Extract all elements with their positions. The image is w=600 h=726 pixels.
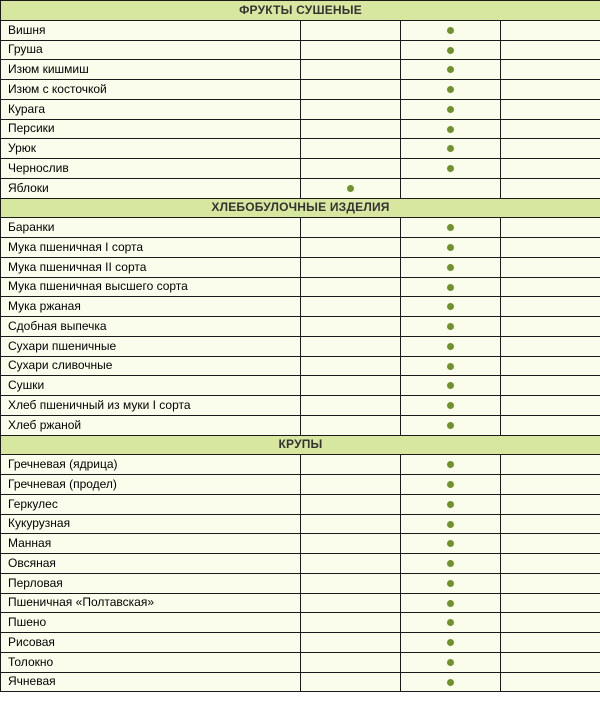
marker-cell xyxy=(401,534,501,554)
marker-cell xyxy=(301,336,401,356)
dot-icon xyxy=(447,501,454,508)
marker-cell xyxy=(301,297,401,317)
marker-cell xyxy=(301,633,401,653)
marker-cell xyxy=(301,514,401,534)
marker-cell xyxy=(401,494,501,514)
marker-cell xyxy=(501,336,600,356)
dot-icon xyxy=(447,560,454,567)
marker-cell xyxy=(401,376,501,396)
dot-icon xyxy=(447,600,454,607)
marker-cell xyxy=(501,257,600,277)
marker-cell xyxy=(401,336,501,356)
marker-cell xyxy=(501,554,600,574)
marker-cell xyxy=(401,297,501,317)
marker-cell xyxy=(301,40,401,60)
product-name-cell: Хлеб пшеничный из муки I сорта xyxy=(1,396,301,416)
marker-cell xyxy=(401,573,501,593)
dot-icon xyxy=(347,185,354,192)
marker-cell xyxy=(401,218,501,238)
marker-cell xyxy=(401,633,501,653)
table-row xyxy=(1,633,600,653)
product-name-cell: Мука пшеничная II сорта xyxy=(1,257,301,277)
marker-cell xyxy=(501,99,600,119)
product-name-cell: Манная xyxy=(1,534,301,554)
marker-cell xyxy=(301,159,401,179)
marker-cell xyxy=(501,672,600,692)
marker-cell xyxy=(501,475,600,495)
table-row xyxy=(1,317,600,337)
marker-cell xyxy=(501,613,600,633)
marker-cell xyxy=(301,396,401,416)
marker-cell xyxy=(501,376,600,396)
marker-cell xyxy=(301,119,401,139)
dot-icon xyxy=(447,422,454,429)
marker-cell xyxy=(301,376,401,396)
marker-cell xyxy=(401,257,501,277)
table-row xyxy=(1,139,600,159)
section-header-row xyxy=(1,435,600,455)
product-name-cell: Сухари пшеничные xyxy=(1,336,301,356)
marker-cell xyxy=(301,20,401,40)
product-name-cell: Ячневая xyxy=(1,672,301,692)
product-name-cell: Яблоки xyxy=(1,178,301,198)
table-row xyxy=(1,396,600,416)
product-name-cell: Баранки xyxy=(1,218,301,238)
marker-cell xyxy=(301,672,401,692)
marker-cell xyxy=(501,573,600,593)
product-name-cell: Толокно xyxy=(1,652,301,672)
marker-cell xyxy=(301,238,401,258)
product-name-cell: Рисовая xyxy=(1,633,301,653)
marker-cell xyxy=(301,475,401,495)
marker-cell xyxy=(401,139,501,159)
table-row xyxy=(1,60,600,80)
marker-cell xyxy=(401,80,501,100)
product-name-cell: Сдобная выпечка xyxy=(1,317,301,337)
product-name-cell: Пшено xyxy=(1,613,301,633)
dot-icon xyxy=(447,481,454,488)
marker-cell xyxy=(301,257,401,277)
marker-cell xyxy=(301,99,401,119)
marker-cell xyxy=(301,139,401,159)
marker-cell xyxy=(401,396,501,416)
table-row xyxy=(1,415,600,435)
marker-cell xyxy=(401,672,501,692)
dot-icon xyxy=(447,343,454,350)
marker-cell xyxy=(501,514,600,534)
table-row xyxy=(1,672,600,692)
table-row xyxy=(1,356,600,376)
product-name-cell: Пшеничная «Полтавская» xyxy=(1,593,301,613)
marker-cell xyxy=(501,633,600,653)
marker-cell xyxy=(301,613,401,633)
section-header-row xyxy=(1,1,600,21)
marker-cell xyxy=(501,396,600,416)
table-row xyxy=(1,376,600,396)
product-name-cell: Изюм кишмиш xyxy=(1,60,301,80)
product-name-cell: Хлеб ржаной xyxy=(1,415,301,435)
table-row xyxy=(1,652,600,672)
marker-cell xyxy=(501,652,600,672)
dot-icon xyxy=(447,303,454,310)
marker-cell xyxy=(401,317,501,337)
marker-cell xyxy=(401,178,501,198)
dot-icon xyxy=(447,679,454,686)
dot-icon xyxy=(447,27,454,34)
product-name-cell: Гречневая (продел) xyxy=(1,475,301,495)
dot-icon xyxy=(447,639,454,646)
dot-icon xyxy=(447,659,454,666)
dot-icon xyxy=(447,521,454,528)
section-title: ФРУКТЫ СУШЕНЫЕ xyxy=(1,1,600,21)
dot-icon xyxy=(447,540,454,547)
marker-cell xyxy=(401,20,501,40)
dot-icon xyxy=(447,244,454,251)
marker-cell xyxy=(301,652,401,672)
dot-icon xyxy=(447,264,454,271)
marker-cell xyxy=(501,178,600,198)
marker-cell xyxy=(501,80,600,100)
table-row xyxy=(1,475,600,495)
dot-icon xyxy=(447,619,454,626)
product-name-cell: Кукурузная xyxy=(1,514,301,534)
table-row xyxy=(1,514,600,534)
dot-icon xyxy=(447,86,454,93)
product-name-cell: Овсяная xyxy=(1,554,301,574)
marker-cell xyxy=(301,593,401,613)
table-row xyxy=(1,99,600,119)
marker-cell xyxy=(401,455,501,475)
table-row xyxy=(1,336,600,356)
dot-icon xyxy=(447,66,454,73)
marker-cell xyxy=(501,415,600,435)
marker-cell xyxy=(501,455,600,475)
product-name-cell: Мука пшеничная I сорта xyxy=(1,238,301,258)
marker-cell xyxy=(401,159,501,179)
marker-cell xyxy=(301,356,401,376)
product-name-cell: Сухари сливочные xyxy=(1,356,301,376)
marker-cell xyxy=(501,593,600,613)
table-row xyxy=(1,257,600,277)
table-row xyxy=(1,119,600,139)
marker-cell xyxy=(401,613,501,633)
dot-icon xyxy=(447,165,454,172)
marker-cell xyxy=(301,317,401,337)
table-row xyxy=(1,40,600,60)
section-header-row xyxy=(1,198,600,218)
marker-cell xyxy=(401,475,501,495)
marker-cell xyxy=(501,356,600,376)
marker-cell xyxy=(401,652,501,672)
table-row xyxy=(1,554,600,574)
table-row xyxy=(1,613,600,633)
marker-cell xyxy=(501,159,600,179)
table-row xyxy=(1,573,600,593)
dot-icon xyxy=(447,382,454,389)
marker-cell xyxy=(301,277,401,297)
marker-cell xyxy=(401,99,501,119)
product-name-cell: Чернослив xyxy=(1,159,301,179)
product-name-cell: Курага xyxy=(1,99,301,119)
marker-cell xyxy=(301,60,401,80)
marker-cell xyxy=(301,554,401,574)
table-row xyxy=(1,494,600,514)
product-name-cell: Гречневая (ядрица) xyxy=(1,455,301,475)
marker-cell xyxy=(401,415,501,435)
product-name-cell: Урюк xyxy=(1,139,301,159)
product-name-cell: Мука ржаная xyxy=(1,297,301,317)
table-row xyxy=(1,20,600,40)
product-name-cell: Геркулес xyxy=(1,494,301,514)
marker-cell xyxy=(501,139,600,159)
marker-cell xyxy=(401,60,501,80)
section-title: ХЛЕБОБУЛОЧНЫЕ ИЗДЕЛИЯ xyxy=(1,198,600,218)
marker-cell xyxy=(301,415,401,435)
marker-cell xyxy=(401,554,501,574)
dot-icon xyxy=(447,323,454,330)
marker-cell xyxy=(301,494,401,514)
marker-cell xyxy=(501,238,600,258)
table-row xyxy=(1,178,600,198)
table-row xyxy=(1,80,600,100)
marker-cell xyxy=(401,119,501,139)
marker-cell xyxy=(401,277,501,297)
dot-icon xyxy=(447,284,454,291)
marker-cell xyxy=(501,297,600,317)
product-name-cell: Груша xyxy=(1,40,301,60)
marker-cell xyxy=(501,20,600,40)
section-title: КРУПЫ xyxy=(1,435,600,455)
dot-icon xyxy=(447,106,454,113)
marker-cell xyxy=(501,534,600,554)
marker-cell xyxy=(401,514,501,534)
product-name-cell: Изюм с косточкой xyxy=(1,80,301,100)
food-table-body xyxy=(1,1,600,692)
marker-cell xyxy=(301,534,401,554)
marker-cell xyxy=(501,494,600,514)
marker-cell xyxy=(501,277,600,297)
table-row xyxy=(1,593,600,613)
dot-icon xyxy=(447,461,454,468)
table-row xyxy=(1,534,600,554)
dot-icon xyxy=(447,126,454,133)
marker-cell xyxy=(301,573,401,593)
marker-cell xyxy=(301,218,401,238)
marker-cell xyxy=(401,238,501,258)
product-name-cell: Персики xyxy=(1,119,301,139)
marker-cell xyxy=(501,40,600,60)
marker-cell xyxy=(501,119,600,139)
table-row xyxy=(1,277,600,297)
dot-icon xyxy=(447,145,454,152)
marker-cell xyxy=(301,80,401,100)
marker-cell xyxy=(301,455,401,475)
marker-cell xyxy=(501,218,600,238)
marker-cell xyxy=(501,60,600,80)
dot-icon xyxy=(447,47,454,54)
dot-icon xyxy=(447,224,454,231)
marker-cell xyxy=(501,317,600,337)
product-name-cell: Мука пшеничная высшего сорта xyxy=(1,277,301,297)
table-row xyxy=(1,159,600,179)
marker-cell xyxy=(301,178,401,198)
product-name-cell: Сушки xyxy=(1,376,301,396)
marker-cell xyxy=(401,40,501,60)
dot-icon xyxy=(447,363,454,370)
table-row xyxy=(1,455,600,475)
table-row xyxy=(1,238,600,258)
marker-cell xyxy=(401,593,501,613)
product-name-cell: Перловая xyxy=(1,573,301,593)
product-name-cell: Вишня xyxy=(1,20,301,40)
dot-icon xyxy=(447,402,454,409)
table-row xyxy=(1,218,600,238)
table-row xyxy=(1,297,600,317)
dot-icon xyxy=(447,580,454,587)
marker-cell xyxy=(401,356,501,376)
